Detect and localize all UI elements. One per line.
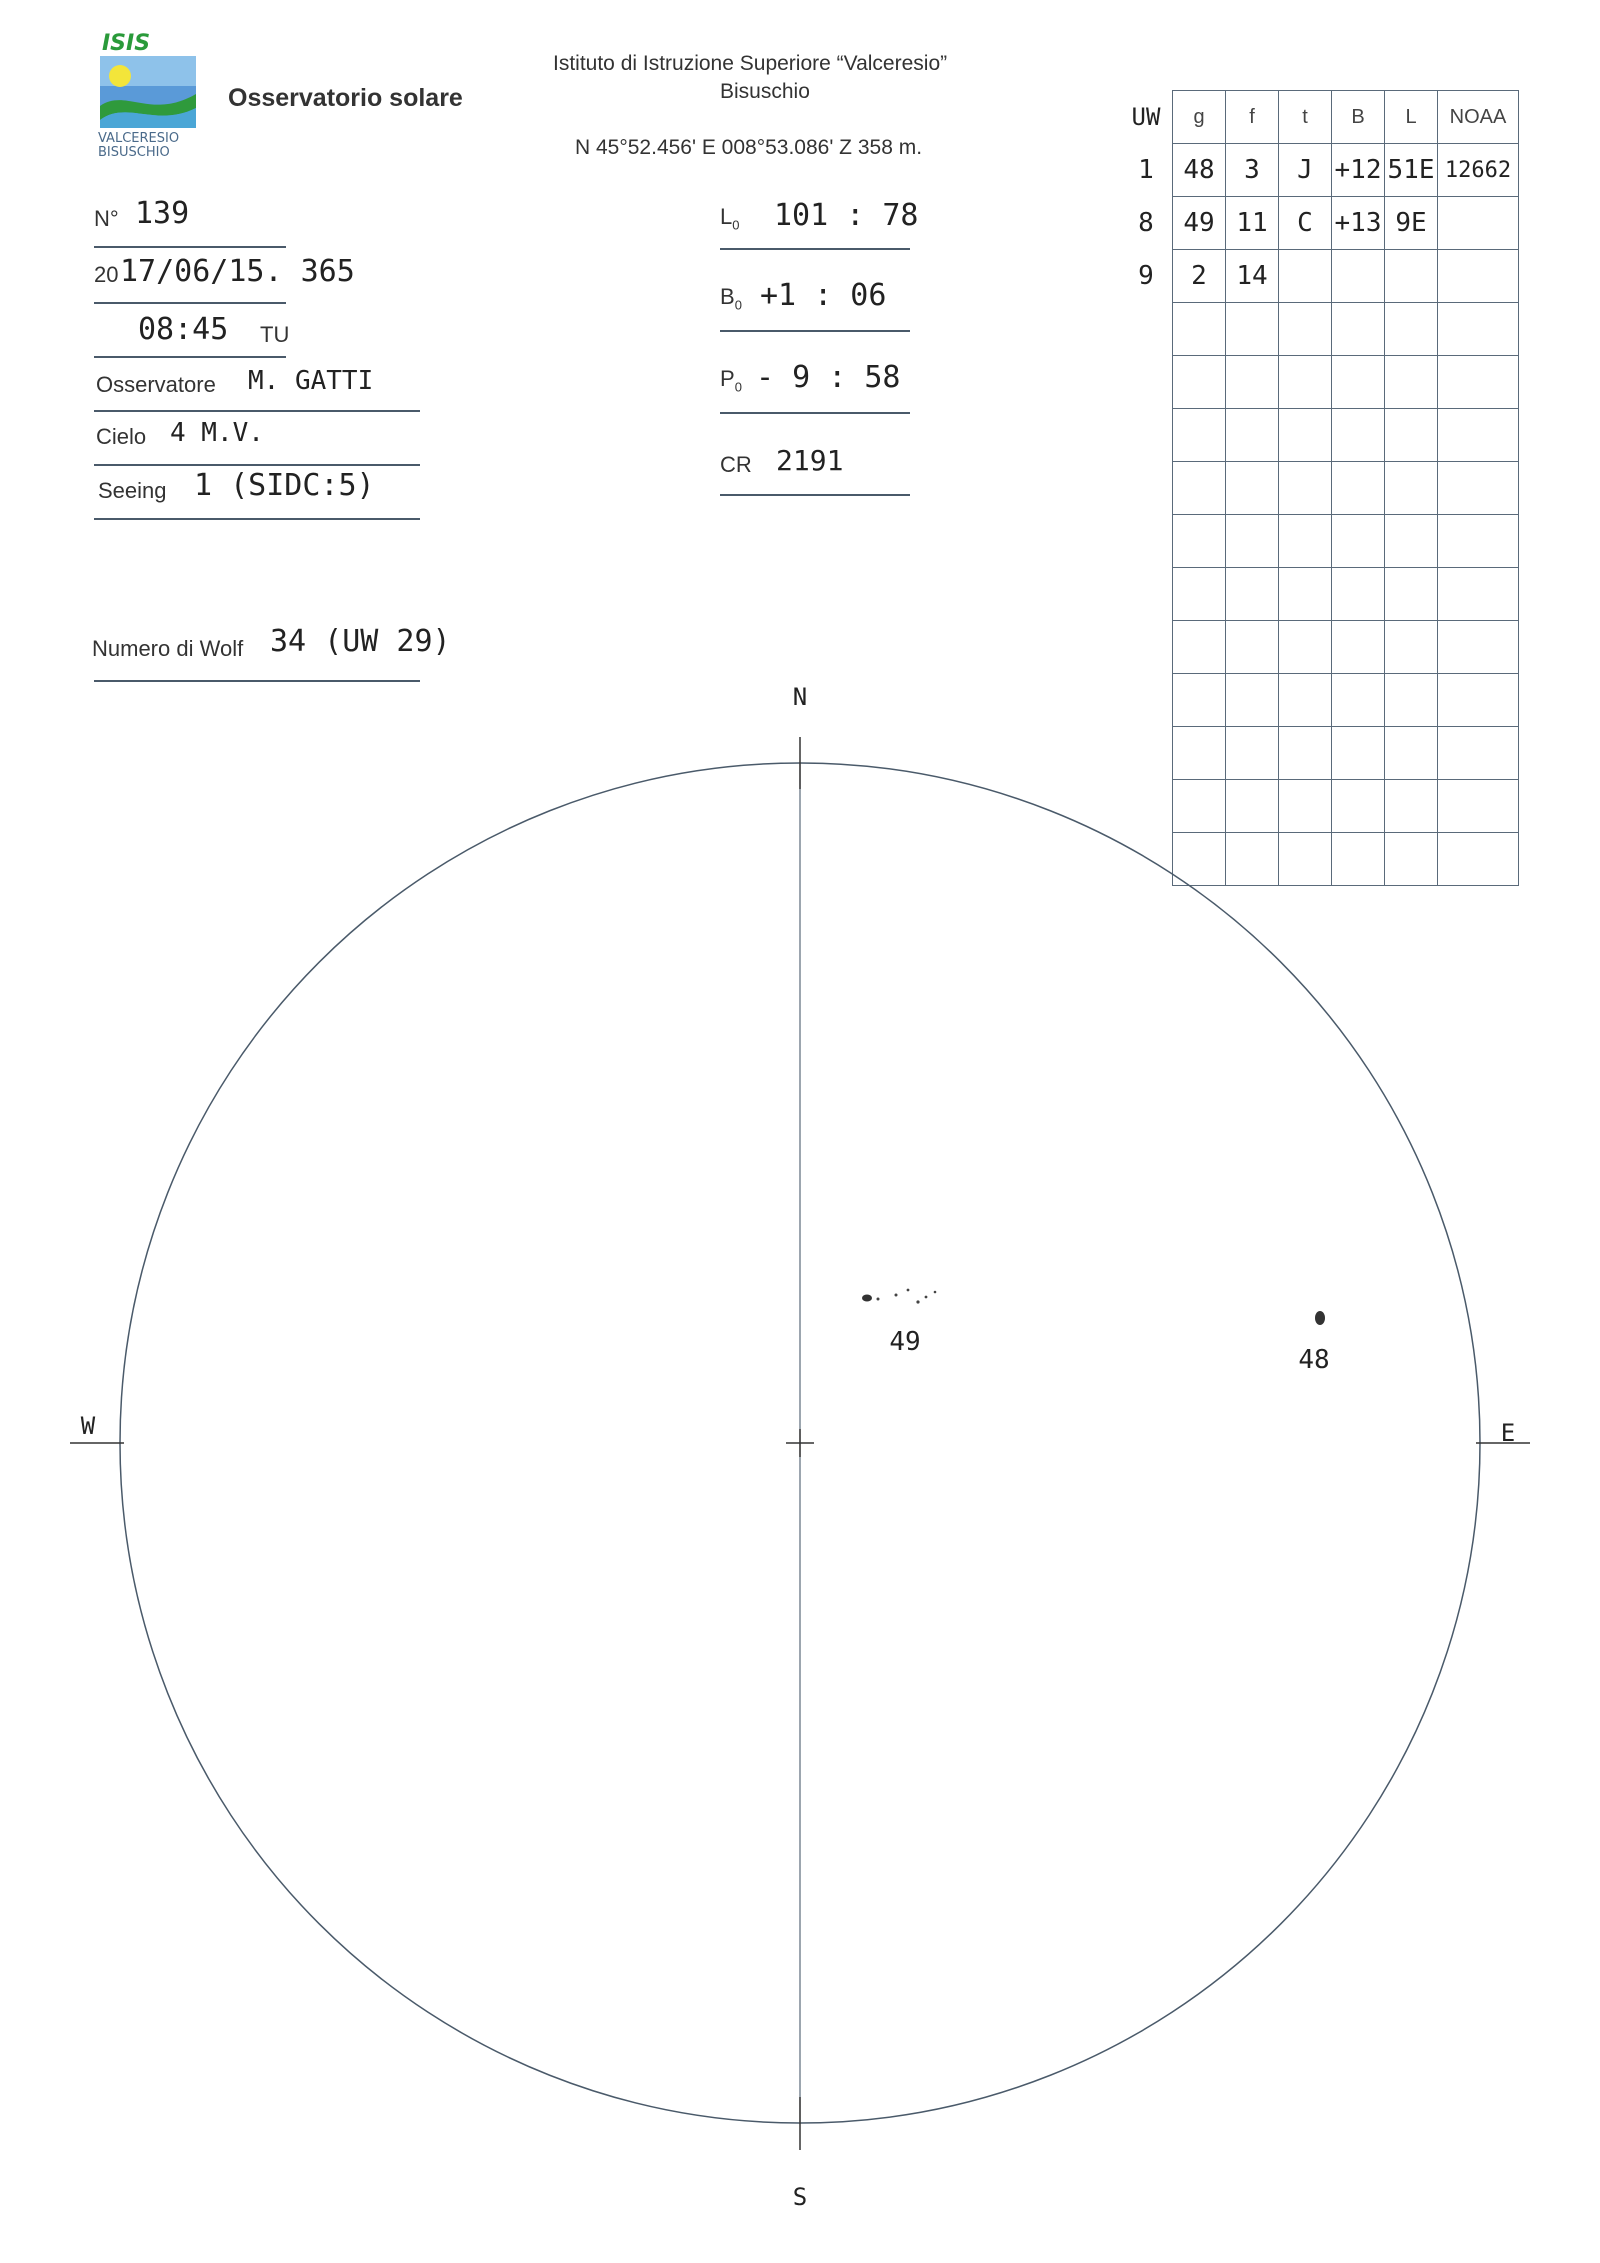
table-header-f: f xyxy=(1226,91,1279,144)
P0-label: $P_0$ xyxy=(720,366,742,395)
table-cell: 48 xyxy=(1173,144,1226,197)
table-cell: +12 xyxy=(1332,144,1385,197)
date-value: 17/06/15. 365 xyxy=(120,254,355,289)
sunspot-group-48 xyxy=(1315,1311,1325,1325)
L0-label: $L_0$ xyxy=(720,204,740,233)
observer-label: Osservatore xyxy=(96,372,216,397)
table-cell: 9E xyxy=(1385,197,1438,250)
time-suffix: TU xyxy=(260,322,290,347)
table-header-noaa: NOAA xyxy=(1438,91,1519,144)
table-cell: 11 xyxy=(1226,197,1279,250)
table-cell: 1 xyxy=(1138,155,1154,185)
table-header-l: L xyxy=(1385,91,1438,144)
east-label: E xyxy=(1500,1419,1516,1447)
CR-label: CR xyxy=(720,452,752,477)
institute-location: Bisuschio xyxy=(720,80,810,103)
logo-text-top: ISIS xyxy=(102,31,151,56)
group-49-label: 49 xyxy=(889,1327,921,1357)
seeing-label: Seeing xyxy=(98,478,167,503)
seeing-value: 1 (SIDC:5) xyxy=(194,468,375,503)
table-cell: J xyxy=(1279,144,1332,197)
CR-value: 2191 xyxy=(776,444,844,477)
table-cell: 9 xyxy=(1138,261,1154,291)
sunspot-group-49 xyxy=(862,1289,936,1304)
table-header-g: g xyxy=(1173,91,1226,144)
group-48-label: 48 xyxy=(1298,1345,1330,1375)
wolf-label: Numero di Wolf xyxy=(92,636,244,661)
table-cell: 2 xyxy=(1173,250,1226,303)
sky-label: Cielo xyxy=(96,424,147,449)
table-cell: 3 xyxy=(1226,144,1279,197)
north-label: N xyxy=(792,683,808,711)
observatory-coordinates: N 45°52.456' E 008°53.086' Z 358 m. xyxy=(575,136,923,159)
date-prefix: 20 xyxy=(94,262,119,287)
table-cell: 12662 xyxy=(1438,144,1519,197)
wolf-value: 34 (UW 29) xyxy=(270,624,451,659)
time-value: 08:45 xyxy=(138,312,229,347)
logo-text-valceresio: VALCERESIO xyxy=(98,131,180,146)
number-value: 139 xyxy=(135,196,190,231)
table-cell: +13 xyxy=(1332,197,1385,250)
table-header-t: t xyxy=(1279,91,1332,144)
west-label: W xyxy=(80,1412,96,1440)
table-header-uw: UW xyxy=(1131,103,1161,131)
observer-value: M. GATTI xyxy=(248,366,374,396)
P0-value: - 9 : 58 xyxy=(756,360,901,395)
logo-text-bisuschio: BISUSCHIO xyxy=(98,145,170,160)
number-label: N° xyxy=(94,206,119,231)
B0-label: $B_0$ xyxy=(720,284,742,313)
table-cell: 8 xyxy=(1138,208,1154,238)
institute-name: Istituto di Istruzione Superiore “Valceresio” xyxy=(553,52,948,75)
south-label: S xyxy=(792,2183,808,2211)
table-cell: 49 xyxy=(1173,197,1226,250)
table-cell: C xyxy=(1279,197,1332,250)
L0-value: 101 : 78 xyxy=(774,198,919,233)
org-title: Osservatorio solare xyxy=(228,84,463,112)
table-cell: 14 xyxy=(1226,250,1279,303)
sky-value: 4 M.V. xyxy=(170,418,264,448)
B0-value: +1 : 06 xyxy=(760,278,887,313)
table-header-b: B xyxy=(1332,91,1385,144)
table-cell: 51E xyxy=(1385,144,1438,197)
